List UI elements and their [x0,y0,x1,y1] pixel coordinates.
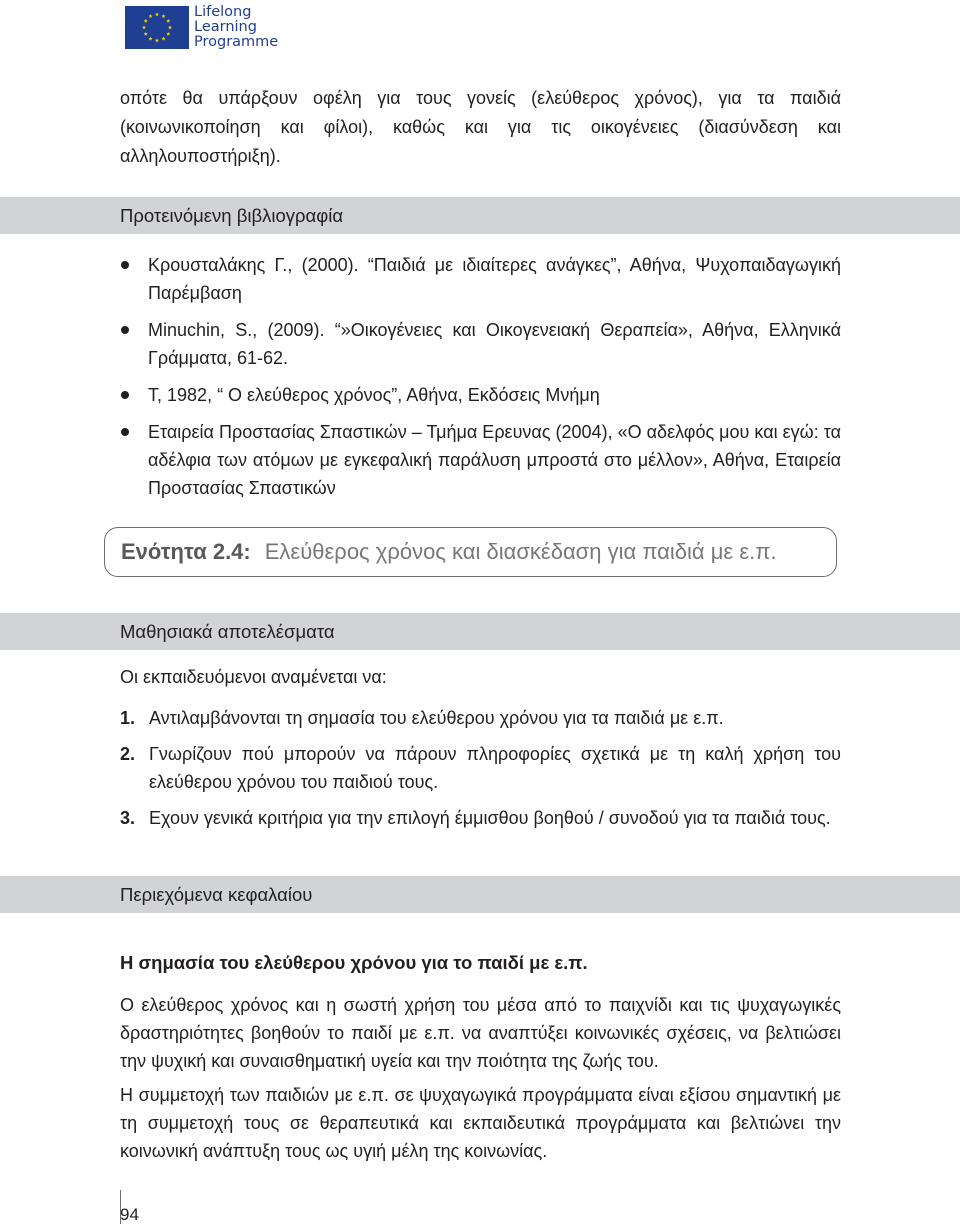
learning-outcomes-title: Μαθησιακά αποτελέσματα [120,620,335,642]
contents-band [0,876,960,913]
logo-line-1: Lifelong [194,3,252,20]
eu-star-icon [168,25,172,29]
section-subheading: Η σημασία του ελεύθερου χρόνου για το παιδί με ε.π. [120,952,588,973]
contents-paragraph: Η συμμετοχή των παιδιών με ε.π. σε ψυχαγωγικά προγράμματα είναι εξίσου σημαντική με τη συμμετοχή τους σε θεραπευτικά και εκπαιδευτικά προγράμματα και βελτιώνει την κοινωνική ανάπτυξη τους ως υγιή μέλη της κοινωνίας. [120,1085,841,1161]
eu-star-icon [161,14,165,18]
eu-star-icon [142,25,146,29]
bibliography-item: Κρουσταλάκης Γ., (2000). “Παιδιά με ιδιαίτερες ανάγκες”, Αθήνα, Ψυχοπαιδαγωγική Παρέμβαση [120,251,841,307]
contents-paragraph: Ο ελεύθερος χρόνος και η σωστή χρήση του μέσα από το παιχνίδι και τις ψυχαγωγικές δραστηριότητες βοηθούν το παιδί με ε.π. να αναπτύξει κοινωνικές σχέσεις, να βελτιώσει την ψυχική και συναισθηματική υγεία και την ποιότητα της ζωής του. [120,995,841,1071]
lifelong-learning-logo [125,5,278,49]
outcomes-intro: Οι εκπαιδευόμενοι αναμένεται να: [120,667,387,687]
outcome-item [120,704,841,732]
eu-star-icon [166,31,170,35]
bibliography-item: Εταιρεία Προστασίας Σπαστικών – Τμήμα Ερευνας (2004), «Ο αδελφός μου και εγώ: τα αδέλφια των ατόμων με εγκεφαλική παράλυση μπροστά στο μέλλον», Αθήνα, Εταιρεία Προστασίας Σπαστικών [120,418,841,502]
outcome-text: Αντιλαμβάνονται τη σημασία του ελεύθερου χρόνου για τα παιδιά με ε.π. [149,708,724,728]
unit-label: Ενότητα 2.4: [121,539,251,564]
bibliography-item: Minuchin, S., (2009). “»Οικογένειες και Οικογενειακή Θεραπεία», Αθήνα, Ελληνικά Γράμματα, 61-62. [120,316,841,372]
eu-star-icon [144,31,148,35]
eu-flag-icon [125,6,189,49]
unit-title-box [104,527,837,577]
eu-star-icon [148,36,152,40]
outcome-text: Γνωρίζουν πού μπορούν να πάρουν πληροφορίες σχετικά με τη καλή χρήση του ελεύθερου χρόνου του παιδιού τους. [149,744,841,792]
eu-star-icon [161,36,165,40]
eu-star-icon [155,38,159,42]
eu-star-icon [144,18,148,22]
bibliography-item: Τ, 1982, “ Ο ελεύθερος χρόνος”, Αθήνα, Εκδόσεις Μνήμη [120,381,841,409]
bibliography-list [120,251,841,511]
logo-text [194,5,278,50]
unit-title: Ελεύθερος χρόνος και διασκέδαση για παιδιά με ε.π. [264,539,777,564]
outcome-item [120,804,841,832]
lead-paragraph: οπότε θα υπάρξουν οφέλη για τους γονείς (ελεύθερος χρόνος), για τα παιδιά (κοινωνικοποίηση και φίλοι), καθώς και για τις οικογένειες (διασύνδεση και αλληλουποστήριξη). [120,88,841,166]
eu-star-icon [166,18,170,22]
outcome-text: Εχουν γενικά κριτήρια για την επιλογή έμμισθου βοηθού / συνοδού για τα παιδιά τους. [149,808,831,828]
learning-outcomes-band [0,613,960,650]
eu-star-icon [155,12,159,16]
bibliography-band [0,197,960,234]
page-number: 94 [120,1205,139,1224]
outcomes-list [120,704,841,840]
outcome-number: 3. [120,808,136,828]
bibliography-title: Προτεινόμενη βιβλιογραφία [120,204,344,226]
outcome-number: 2. [120,744,136,764]
logo-line-2: Learning [194,18,257,35]
outcome-item [120,740,841,796]
contents-title: Περιεχόμενα κεφαλαίου [120,883,313,905]
eu-star-icon [148,14,152,18]
logo-line-3: Programme [194,33,279,50]
outcome-number: 1. [120,708,136,728]
